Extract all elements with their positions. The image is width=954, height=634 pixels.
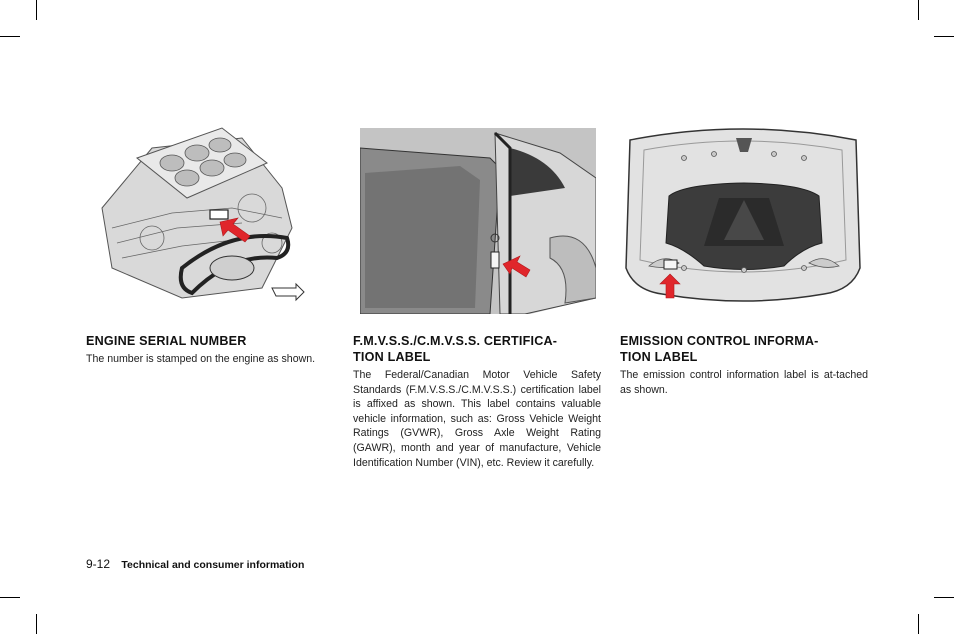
crop-mark bbox=[36, 0, 37, 20]
section-heading bbox=[620, 333, 868, 365]
heading-line: EMISSION CONTROL INFORMA- bbox=[620, 334, 819, 348]
crop-mark bbox=[918, 0, 919, 20]
page-number: 9-12 bbox=[86, 557, 111, 571]
section-body: The Federal/Canadian Motor Vehicle Safety Standards (F.M.V.S.S./C.M.V.S.S.) certification label is affixed as shown. This label contains valuable vehicle information, such as: Gross Vehicle Weight Ratings (GVWR), Gross Axle Weight Rating (GAWR), month and year of manufacture, Vehicle Identification Number (VIN), etc. Review it carefully. bbox=[353, 369, 601, 469]
door-pillar-illustration bbox=[360, 118, 596, 314]
crop-mark bbox=[934, 36, 954, 37]
crop-mark bbox=[0, 36, 20, 37]
section-body: The emission control information label is at-tached as shown. bbox=[620, 369, 868, 396]
hood-underside-illustration bbox=[624, 118, 862, 314]
heading-line: TION LABEL bbox=[620, 350, 698, 364]
crop-mark bbox=[934, 597, 954, 598]
crop-mark bbox=[36, 614, 37, 634]
certification-label-section bbox=[353, 333, 601, 470]
section-body: The number is stamped on the engine as shown. bbox=[86, 353, 316, 365]
heading-line: F.M.V.S.S./C.M.V.S.S. CERTIFICA- bbox=[353, 334, 558, 348]
heading-line: TION LABEL bbox=[353, 350, 431, 364]
engine-illustration bbox=[92, 118, 314, 314]
section-heading: ENGINE SERIAL NUMBER bbox=[86, 334, 247, 348]
footer-section-title: Technical and consumer information bbox=[121, 559, 305, 571]
page-footer bbox=[86, 557, 304, 571]
section-heading bbox=[353, 333, 601, 365]
crop-mark bbox=[0, 597, 20, 598]
engine-serial-section bbox=[86, 333, 334, 367]
emission-label-section bbox=[620, 333, 868, 397]
crop-mark bbox=[918, 614, 919, 634]
